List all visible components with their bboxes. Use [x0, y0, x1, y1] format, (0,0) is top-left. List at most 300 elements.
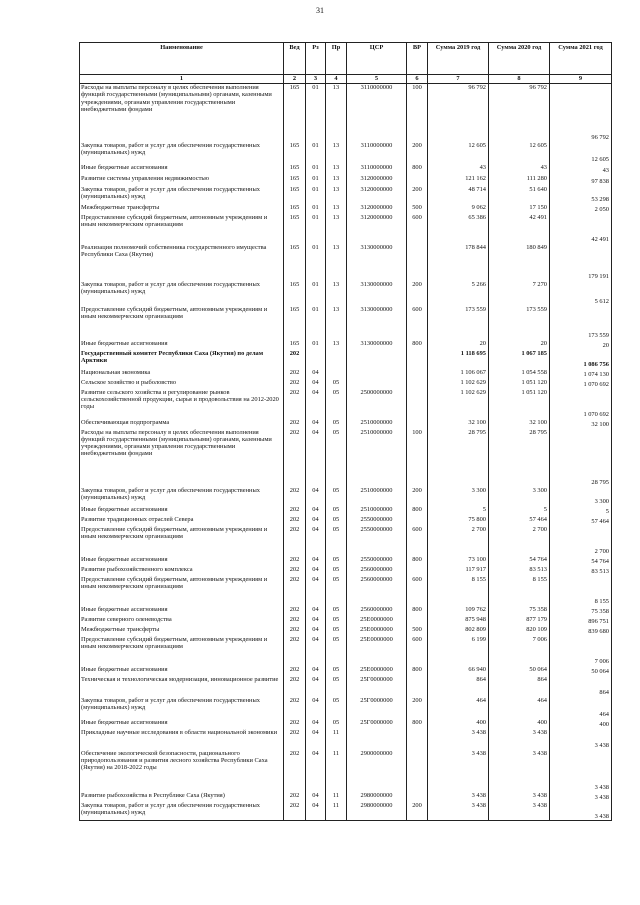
row-amount-2021: 896 751: [550, 616, 612, 626]
row-ved: 202: [284, 379, 306, 389]
row-ved: 202: [284, 350, 306, 369]
row-csr: 2550000000: [347, 526, 407, 556]
row-rz: 04: [306, 616, 326, 626]
row-amount-2019: 5 266: [428, 281, 489, 306]
row-rz: 01: [306, 164, 326, 175]
row-amount-2019: 8 155: [428, 576, 489, 606]
row-pr: 05: [326, 626, 347, 636]
row-ved: 202: [284, 429, 306, 487]
row-amount-2019: 43: [428, 164, 489, 175]
row-name: Прикладные научные исследования в области национальной экономики: [80, 729, 284, 750]
row-vr: 600: [407, 526, 428, 556]
row-amount-2020: 173 559: [489, 306, 550, 340]
row-vr: 500: [407, 204, 428, 214]
row-amount-2020: 1 051 120: [489, 379, 550, 389]
row-amount-2020: 7 006: [489, 636, 550, 666]
row-ved: 202: [284, 802, 306, 821]
row-rz: 04: [306, 429, 326, 487]
row-name: Закупка товаров, работ и услуг для обеспечения государственных (муниципальных) нужд: [80, 802, 284, 821]
row-ved: 165: [284, 244, 306, 281]
table-row: [80, 419, 612, 429]
row-amount-2020: 54 764: [489, 556, 550, 566]
row-pr: 05: [326, 576, 347, 606]
row-amount-2020: 8 155: [489, 576, 550, 606]
row-ved: 202: [284, 697, 306, 719]
row-pr: 13: [326, 214, 347, 244]
table-row: [80, 556, 612, 566]
table-row: [80, 576, 612, 606]
row-amount-2021: 3 438: [550, 750, 612, 792]
row-vr: 100: [407, 429, 428, 487]
table-row: [80, 164, 612, 175]
row-ved: 202: [284, 487, 306, 506]
row-rz: 04: [306, 606, 326, 616]
row-csr: 25Г0000000: [347, 697, 407, 719]
row-amount-2020: 57 464: [489, 516, 550, 526]
table-row: [80, 676, 612, 697]
row-csr: 2980000000: [347, 802, 407, 821]
row-amount-2019: 20: [428, 340, 489, 350]
row-name: Закупка товаров, работ и услуг для обеспечения государственных (муниципальных) нужд: [80, 697, 284, 719]
row-rz: 04: [306, 719, 326, 729]
row-pr: 05: [326, 606, 347, 616]
row-amount-2021: 43: [550, 164, 612, 175]
row-rz: 01: [306, 204, 326, 214]
row-amount-2019: 32 100: [428, 419, 489, 429]
row-vr: [407, 676, 428, 697]
row-ved: 202: [284, 419, 306, 429]
row-pr: 13: [326, 204, 347, 214]
row-ved: 165: [284, 186, 306, 204]
row-csr: [347, 350, 407, 369]
row-pr: 05: [326, 389, 347, 419]
row-ved: 202: [284, 666, 306, 676]
table-row: [80, 636, 612, 666]
row-ved: 202: [284, 616, 306, 626]
table-row: [80, 214, 612, 244]
table-row: [80, 526, 612, 556]
row-vr: [407, 729, 428, 750]
table-row: [80, 84, 612, 142]
row-vr: 200: [407, 142, 428, 164]
row-amount-2020: 820 109: [489, 626, 550, 636]
row-amount-2020: 111 280: [489, 175, 550, 186]
row-csr: 25E0000000: [347, 666, 407, 676]
row-pr: 13: [326, 84, 347, 142]
row-amount-2019: 9 062: [428, 204, 489, 214]
row-rz: 04: [306, 626, 326, 636]
row-vr: 800: [407, 606, 428, 616]
row-rz: 04: [306, 750, 326, 792]
row-name: Сельское хозяйство и рыболовство: [80, 379, 284, 389]
row-amount-2020: 83 513: [489, 566, 550, 576]
table-row: [80, 616, 612, 626]
row-amount-2019: 173 559: [428, 306, 489, 340]
row-amount-2021: 12 605: [550, 142, 612, 164]
row-amount-2021: 97 838: [550, 175, 612, 186]
row-vr: 200: [407, 487, 428, 506]
row-csr: 3130000000: [347, 340, 407, 350]
column-number: 1: [80, 75, 284, 84]
row-pr: 11: [326, 802, 347, 821]
row-rz: 04: [306, 506, 326, 516]
column-header-2020: Сумма 2020 год: [489, 43, 550, 75]
table-row: [80, 142, 612, 164]
row-amount-2019: 48 714: [428, 186, 489, 204]
column-number: 5: [347, 75, 407, 84]
row-pr: 05: [326, 419, 347, 429]
row-amount-2019: 3 438: [428, 792, 489, 802]
row-csr: 2550000000: [347, 556, 407, 566]
table-row: [80, 204, 612, 214]
table-row: [80, 429, 612, 487]
row-rz: 04: [306, 792, 326, 802]
row-amount-2019: 75 800: [428, 516, 489, 526]
row-pr: 11: [326, 792, 347, 802]
table-row: [80, 175, 612, 186]
row-pr: [326, 350, 347, 369]
row-name: Предоставление субсидий бюджетным, автономным учреждениям и иным некоммерческим организациям: [80, 636, 284, 666]
row-pr: 13: [326, 281, 347, 306]
row-ved: 202: [284, 506, 306, 516]
row-amount-2020: 20: [489, 340, 550, 350]
row-amount-2020: 51 640: [489, 186, 550, 204]
row-amount-2020: 3 438: [489, 750, 550, 792]
row-amount-2019: 66 940: [428, 666, 489, 676]
table-header-row: [80, 43, 612, 75]
row-rz: 01: [306, 340, 326, 350]
row-vr: 200: [407, 697, 428, 719]
row-pr: 13: [326, 306, 347, 340]
row-ved: 202: [284, 750, 306, 792]
row-amount-2021: 28 795: [550, 429, 612, 487]
row-amount-2021: 464: [550, 697, 612, 719]
row-name: Национальная экономика: [80, 369, 284, 379]
column-number: 3: [306, 75, 326, 84]
row-amount-2019: 875 948: [428, 616, 489, 626]
row-amount-2019: 1 118 695: [428, 350, 489, 369]
row-amount-2021: 173 559: [550, 306, 612, 340]
row-amount-2021: 1 074 130: [550, 369, 612, 379]
row-amount-2019: 464: [428, 697, 489, 719]
row-ved: 202: [284, 676, 306, 697]
column-number: 8: [489, 75, 550, 84]
row-ved: 202: [284, 556, 306, 566]
row-amount-2020: 400: [489, 719, 550, 729]
row-amount-2021: 3 300: [550, 487, 612, 506]
row-vr: 600: [407, 636, 428, 666]
row-name: Межбюджетные трансферты: [80, 626, 284, 636]
row-amount-2021: 50 064: [550, 666, 612, 676]
column-header-csr: ЦСР: [347, 43, 407, 75]
table-row: [80, 516, 612, 526]
row-name: Предоставление субсидий бюджетным, автономным учреждениям и иным некоммерческим организациям: [80, 214, 284, 244]
row-rz: 01: [306, 214, 326, 244]
row-ved: 165: [284, 175, 306, 186]
row-csr: 25E0000000: [347, 626, 407, 636]
row-rz: 01: [306, 244, 326, 281]
row-rz: 04: [306, 487, 326, 506]
row-csr: 2510000000: [347, 506, 407, 516]
row-csr: 3110000000: [347, 84, 407, 142]
row-rz: 01: [306, 84, 326, 142]
row-pr: 13: [326, 142, 347, 164]
row-rz: 01: [306, 186, 326, 204]
row-amount-2020: 3 438: [489, 802, 550, 821]
row-csr: 2560000000: [347, 576, 407, 606]
row-amount-2021: 20: [550, 340, 612, 350]
row-name: Расходы на выплаты персоналу в целях обеспечения выполнения функций государственными (муниципальными) органами, казенными учреждениями, органами управления государственными внебюджетными фондами: [80, 429, 284, 487]
row-ved: 202: [284, 792, 306, 802]
row-vr: 600: [407, 576, 428, 606]
column-header-name: Наименование: [80, 43, 284, 75]
row-pr: 05: [326, 697, 347, 719]
row-csr: 3120000000: [347, 186, 407, 204]
row-name: Обеспечивающая подпрограмма: [80, 419, 284, 429]
row-amount-2020: 1 054 558: [489, 369, 550, 379]
row-amount-2021: 3 438: [550, 792, 612, 802]
row-name: Закупка товаров, работ и услуг для обеспечения государственных (муниципальных) нужд: [80, 281, 284, 306]
row-amount-2021: 7 006: [550, 636, 612, 666]
row-amount-2020: 3 438: [489, 729, 550, 750]
row-rz: 04: [306, 697, 326, 719]
row-amount-2021: 42 491: [550, 214, 612, 244]
row-csr: 25Г0000000: [347, 719, 407, 729]
column-number: 2: [284, 75, 306, 84]
row-pr: 05: [326, 556, 347, 566]
table-row: [80, 340, 612, 350]
column-number: 6: [407, 75, 428, 84]
row-vr: 600: [407, 214, 428, 244]
row-vr: 800: [407, 506, 428, 516]
row-ved: 165: [284, 164, 306, 175]
row-rz: 04: [306, 676, 326, 697]
row-rz: 04: [306, 369, 326, 379]
column-number: 9: [550, 75, 612, 84]
row-amount-2020: 180 849: [489, 244, 550, 281]
row-ved: 165: [284, 142, 306, 164]
row-amount-2020: 464: [489, 697, 550, 719]
row-vr: [407, 419, 428, 429]
row-amount-2019: 96 792: [428, 84, 489, 142]
column-header-2019: Сумма 2019 год: [428, 43, 489, 75]
table-row: [80, 487, 612, 506]
row-name: Иные бюджетные ассигнования: [80, 556, 284, 566]
row-amount-2019: 178 844: [428, 244, 489, 281]
row-pr: 13: [326, 244, 347, 281]
row-vr: [407, 792, 428, 802]
row-name: Развитие рыбохозяйственного комплекса: [80, 566, 284, 576]
row-amount-2021: 53 298: [550, 186, 612, 204]
row-rz: 04: [306, 526, 326, 556]
row-rz: 04: [306, 566, 326, 576]
table-row: [80, 729, 612, 750]
row-amount-2019: 3 438: [428, 802, 489, 821]
page-number: 31: [316, 6, 324, 15]
row-pr: 05: [326, 516, 347, 526]
row-vr: [407, 566, 428, 576]
table-row: [80, 306, 612, 340]
column-header-rz: Рз: [306, 43, 326, 75]
row-name: Развитие сельского хозяйства и регулирование рынков сельскохозяйственной продукции, сырья и продовольствия на 2012-2020 годы: [80, 389, 284, 419]
row-pr: 05: [326, 636, 347, 666]
row-pr: 05: [326, 379, 347, 389]
table-row: [80, 379, 612, 389]
row-pr: [326, 369, 347, 379]
row-rz: 01: [306, 142, 326, 164]
row-amount-2021: 864: [550, 676, 612, 697]
row-amount-2021: 96 792: [550, 84, 612, 142]
row-amount-2019: 3 300: [428, 487, 489, 506]
row-name: Техническая и технологическая модернизация, инновационное развитие: [80, 676, 284, 697]
row-pr: 05: [326, 506, 347, 516]
row-amount-2021: 32 100: [550, 419, 612, 429]
row-amount-2020: 2 700: [489, 526, 550, 556]
column-header-vr: ВР: [407, 43, 428, 75]
row-amount-2020: 42 491: [489, 214, 550, 244]
row-csr: 2980000000: [347, 792, 407, 802]
row-pr: 13: [326, 175, 347, 186]
row-name: Закупка товаров, работ и услуг для обеспечения государственных (муниципальных) нужд: [80, 142, 284, 164]
row-pr: 05: [326, 566, 347, 576]
row-csr: 25E0000000: [347, 616, 407, 626]
table-row: [80, 750, 612, 792]
row-ved: 165: [284, 306, 306, 340]
row-csr: 2500000000: [347, 389, 407, 419]
row-amount-2021: 2 050: [550, 204, 612, 214]
row-vr: 500: [407, 626, 428, 636]
row-vr: 800: [407, 719, 428, 729]
row-name: Реализация полномочий собственника государственного имущества Республики Саха (Якутия): [80, 244, 284, 281]
row-csr: 2510000000: [347, 419, 407, 429]
row-amount-2019: 3 438: [428, 729, 489, 750]
row-ved: 202: [284, 389, 306, 419]
row-vr: 800: [407, 164, 428, 175]
row-amount-2019: 73 100: [428, 556, 489, 566]
table-row: [80, 606, 612, 616]
row-amount-2021: 1 070 692: [550, 379, 612, 389]
column-number-row: [80, 75, 612, 84]
row-ved: 165: [284, 281, 306, 306]
row-csr: 3120000000: [347, 204, 407, 214]
row-csr: 3130000000: [347, 281, 407, 306]
row-vr: [407, 244, 428, 281]
row-amount-2019: 1 102 629: [428, 379, 489, 389]
table-row: [80, 802, 612, 821]
table-row: [80, 369, 612, 379]
row-ved: 202: [284, 369, 306, 379]
row-rz: 04: [306, 389, 326, 419]
column-number: 4: [326, 75, 347, 84]
row-csr: 2560000000: [347, 566, 407, 576]
row-name: Иные бюджетные ассигнования: [80, 164, 284, 175]
row-amount-2020: 1 051 120: [489, 389, 550, 419]
row-vr: [407, 175, 428, 186]
row-vr: [407, 379, 428, 389]
row-rz: 04: [306, 556, 326, 566]
row-amount-2019: 6 199: [428, 636, 489, 666]
row-name: Развитие северного оленеводства: [80, 616, 284, 626]
row-name: Закупка товаров, работ и услуг для обеспечения государственных (муниципальных) нужд: [80, 487, 284, 506]
row-csr: [347, 369, 407, 379]
row-amount-2021: 75 358: [550, 606, 612, 616]
row-rz: 01: [306, 175, 326, 186]
row-ved: 165: [284, 204, 306, 214]
row-pr: 05: [326, 429, 347, 487]
row-amount-2021: 57 464: [550, 516, 612, 526]
row-name: Иные бюджетные ассигнования: [80, 606, 284, 616]
table-row: [80, 792, 612, 802]
row-name: Иные бюджетные ассигнования: [80, 506, 284, 516]
row-amount-2020: 17 150: [489, 204, 550, 214]
row-pr: 05: [326, 666, 347, 676]
table-row: [80, 281, 612, 306]
row-vr: 800: [407, 556, 428, 566]
row-name: Предоставление субсидий бюджетным, автономным учреждениям и иным некоммерческим организациям: [80, 526, 284, 556]
row-pr: 05: [326, 616, 347, 626]
row-rz: 04: [306, 729, 326, 750]
row-amount-2021: 839 680: [550, 626, 612, 636]
row-amount-2019: 12 605: [428, 142, 489, 164]
row-name: Предоставление субсидий бюджетным, автономным учреждениям и иным некоммерческим организациям: [80, 306, 284, 340]
row-vr: [407, 750, 428, 792]
row-vr: [407, 616, 428, 626]
table-row: [80, 697, 612, 719]
row-vr: [407, 350, 428, 369]
row-name: Обеспечение экологической безопасности, рационального природопользования и развития лесного хозяйства Республики Саха (Якутия) на 2018-2022 годы: [80, 750, 284, 792]
row-csr: [347, 379, 407, 389]
row-amount-2019: 2 700: [428, 526, 489, 556]
row-vr: 800: [407, 340, 428, 350]
row-amount-2020: 12 605: [489, 142, 550, 164]
row-ved: 202: [284, 516, 306, 526]
row-csr: 2560000000: [347, 606, 407, 616]
row-amount-2020: 96 792: [489, 84, 550, 142]
row-name: Иные бюджетные ассигнования: [80, 666, 284, 676]
row-amount-2021: 179 191: [550, 244, 612, 281]
row-amount-2020: 43: [489, 164, 550, 175]
row-amount-2021: 3 438: [550, 729, 612, 750]
table-row: [80, 389, 612, 419]
row-vr: 100: [407, 84, 428, 142]
row-pr: 05: [326, 487, 347, 506]
row-csr: 3110000000: [347, 164, 407, 175]
table-row: [80, 626, 612, 636]
row-amount-2019: 802 809: [428, 626, 489, 636]
row-ved: 202: [284, 636, 306, 666]
row-amount-2019: 28 795: [428, 429, 489, 487]
row-amount-2020: 864: [489, 676, 550, 697]
row-rz: 04: [306, 419, 326, 429]
row-rz: 04: [306, 379, 326, 389]
row-vr: 200: [407, 186, 428, 204]
table-row: [80, 506, 612, 516]
row-vr: 800: [407, 666, 428, 676]
row-csr: 3110000000: [347, 142, 407, 164]
table-row: [80, 566, 612, 576]
row-csr: 2510000000: [347, 487, 407, 506]
row-amount-2020: 877 179: [489, 616, 550, 626]
table-row: [80, 719, 612, 729]
row-pr: 13: [326, 164, 347, 175]
row-ved: 165: [284, 84, 306, 142]
row-amount-2019: 65 386: [428, 214, 489, 244]
row-pr: 11: [326, 729, 347, 750]
row-amount-2021: 400: [550, 719, 612, 729]
row-amount-2020: 5: [489, 506, 550, 516]
column-number: 7: [428, 75, 489, 84]
row-pr: 13: [326, 340, 347, 350]
